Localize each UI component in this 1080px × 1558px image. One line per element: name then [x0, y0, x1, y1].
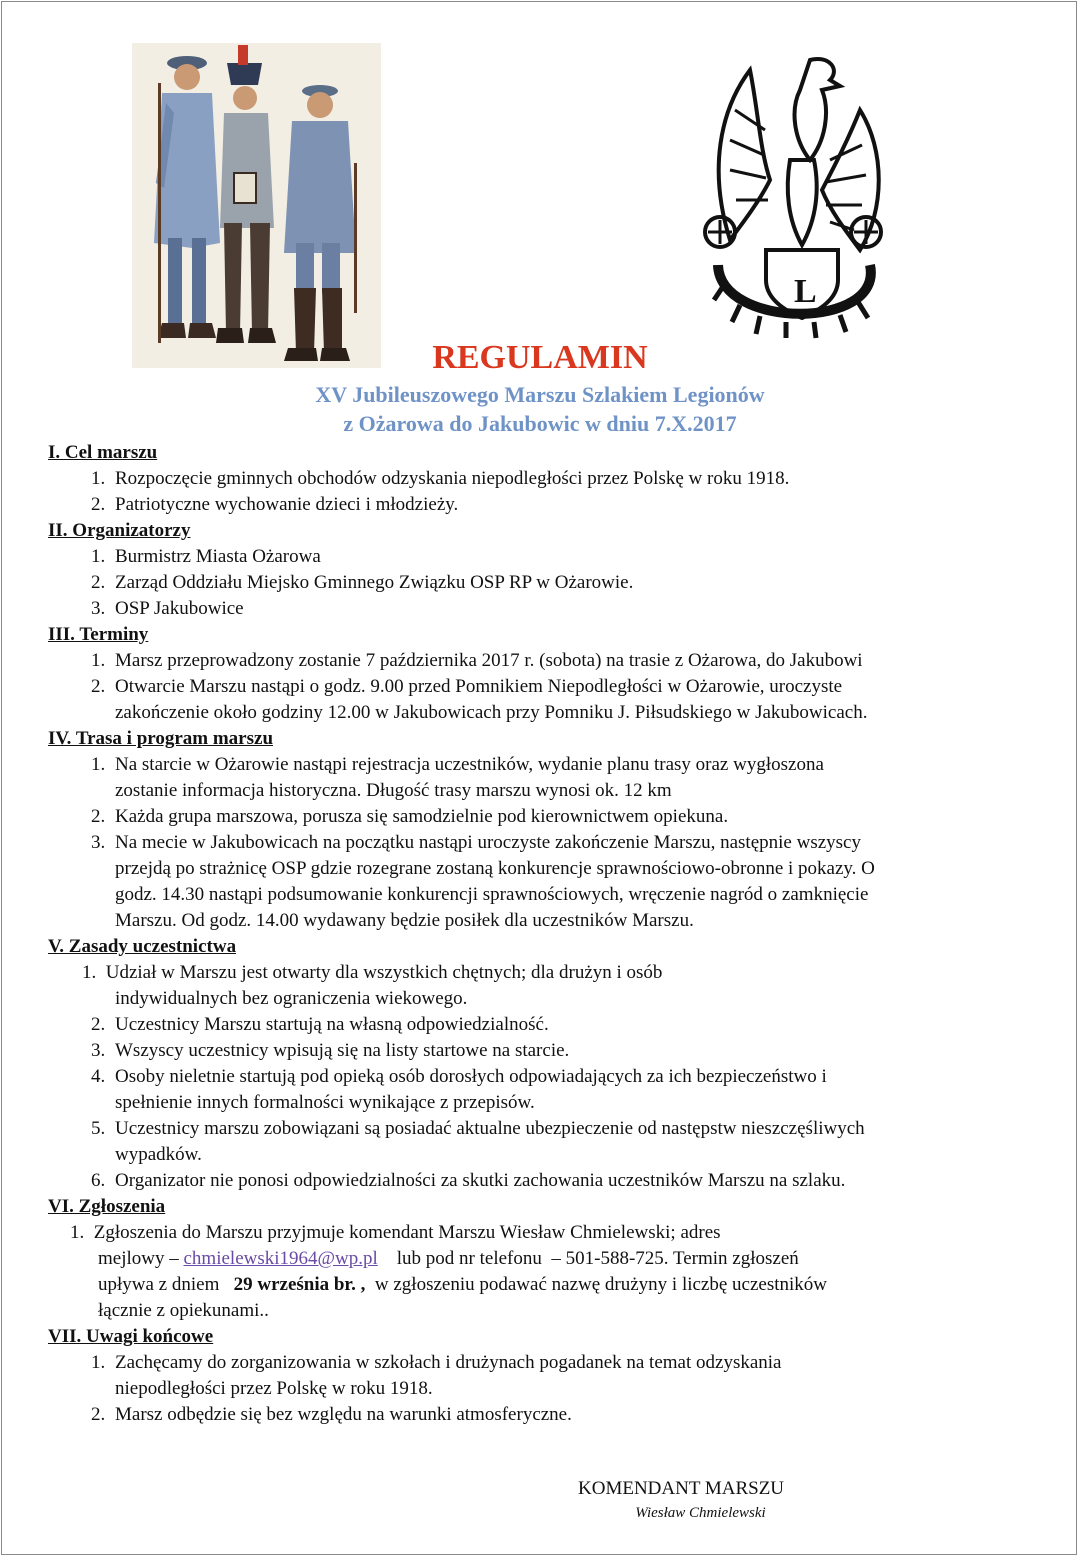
item-number: 1.	[91, 546, 106, 567]
item-text: Zgłoszenia do Marszu przyjmuje komendant Marszu Wiesław Chmielewski; adres	[93, 1222, 721, 1243]
section-heading-organizers: II. Organizatorzy	[48, 520, 191, 541]
soldiers-illustration	[132, 43, 381, 368]
list-item	[48, 804, 1048, 830]
deadline-suffix: w zgłoszeniu podawać nazwę drużyny i liczbę uczestników	[365, 1274, 828, 1295]
list-item	[48, 1402, 1048, 1428]
item-number: 1.	[91, 468, 106, 489]
item-text: Marsz odbędzie się bez względu na warunki atmosferyczne.	[115, 1404, 572, 1425]
item-text: Zachęcamy do zorganizowania w szkołach i drużynach pogadanek na temat odzyskania niepodległości przez Polskę w roku 1918.	[115, 1352, 782, 1399]
contact-line	[70, 1246, 1048, 1272]
item-number: 2.	[91, 1404, 106, 1425]
list-item	[48, 648, 1048, 674]
eagle-emblem	[690, 50, 890, 340]
item-number: 2.	[91, 572, 106, 593]
item-number: 5.	[91, 1118, 106, 1139]
item-text: Marsz przeprowadzony zostanie 7 października 2017 r. (sobota) na trasie z Ożarowa, do Jakubowi	[115, 650, 863, 671]
item-text: Zarząd Oddziału Miejsko Gminnego Związku OSP RP w Ożarowie.	[115, 572, 634, 593]
document-subtitle-line1: XV Jubileuszowego Marszu Szlakiem Legionów	[315, 382, 765, 407]
item-text-continued: łącznie z opiekunami..	[98, 1300, 269, 1321]
item-number: 3.	[91, 598, 106, 619]
list-item	[48, 1064, 1048, 1116]
soldiers-drawing	[132, 43, 381, 368]
list-item	[48, 674, 1048, 726]
item-number: 3.	[91, 1040, 106, 1061]
item-text: Na mecie w Jakubowicach na początku nastąpi uroczyste zakończenie Marszu, następnie wszyscy przejdą po strażnicę OSP gdzie rozegrane zostaną konkurencje sprawnościowo-obronne i pokazy. O godz. 14.30 nastąpi podsumowanie konkurencji sprawnościowych, wręczenie nagród o zamknięcie Marszu. Od godz. 14.00 wydawany będzie posiłek dla uczestników Marszu.	[115, 832, 875, 931]
document-title: REGULAMIN	[432, 339, 648, 376]
regulations-content	[48, 440, 1048, 1428]
item-number: 2.	[91, 1014, 106, 1035]
list-item	[48, 1220, 1048, 1324]
item-text: Uczestnicy Marszu startują na własną odpowiedzialność.	[115, 1014, 549, 1035]
phone-text: lub pod nr telefonu – 501-588-725. Termin zgłoszeń	[377, 1248, 799, 1269]
list-item	[48, 1116, 1048, 1168]
section-heading-dates: III. Terminy	[48, 624, 149, 645]
signature-title: KOMENDANT MARSZU	[578, 1478, 785, 1499]
deadline-date: 29 września br. ,	[233, 1274, 366, 1295]
list-item	[48, 1038, 1048, 1064]
item-number: 3.	[91, 832, 106, 853]
document-subtitle-line2: z Ożarowa do Jakubowic w dniu 7.X.2017	[343, 411, 737, 436]
list-item	[48, 960, 1048, 1012]
list-item	[48, 492, 1048, 518]
item-number: 2.	[91, 806, 106, 827]
section-heading-final-remarks: VII. Uwagi końcowe	[48, 1326, 214, 1347]
item-text: Burmistrz Miasta Ożarowa	[115, 546, 321, 567]
item-text-continued: indywidualnych bez ograniczenia wiekowego.	[115, 988, 468, 1009]
svg-text:L: L	[794, 273, 817, 310]
item-text: Organizator nie ponosi odpowiedzialności za skutki zachowania uczestników Marszu na szlaku.	[115, 1170, 846, 1191]
list-item	[48, 466, 1048, 492]
list-item	[48, 830, 1048, 934]
list-item	[48, 1350, 1048, 1402]
item-number: 1.	[82, 962, 97, 983]
list-item	[48, 1012, 1048, 1038]
item-text: Uczestnicy marszu zobowiązani są posiadać aktualne ubezpieczenie od następstw nieszczęśliwych wypadków.	[115, 1118, 865, 1165]
section-heading-route: IV. Trasa i program marszu	[48, 728, 274, 749]
section-heading-participation: V. Zasady uczestnictwa	[48, 936, 237, 957]
deadline-line	[70, 1272, 1048, 1298]
item-text: Wszyscy uczestnicy wpisują się na listy startowe na starcie.	[115, 1040, 570, 1061]
mail-prefix: mejlowy –	[98, 1248, 184, 1269]
list-item	[48, 596, 1048, 622]
signature-name: Wiesław Chmielewski	[635, 1505, 766, 1521]
item-text: Rozpoczęcie gminnych obchodów odzyskania niepodległości przez Polskę w roku 1918.	[115, 468, 790, 489]
item-text: OSP Jakubowice	[115, 598, 244, 619]
item-text: Każda grupa marszowa, porusza się samodzielnie pod kierownictwem opiekuna.	[115, 806, 729, 827]
item-number: 2.	[91, 676, 106, 697]
list-item	[48, 1168, 1048, 1194]
item-number: 2.	[91, 494, 106, 515]
item-number: 1.	[70, 1222, 85, 1243]
item-number: 6.	[91, 1170, 106, 1191]
eagle-drawing	[690, 50, 890, 340]
section-heading-goal: I. Cel marszu	[48, 442, 158, 463]
item-text: Na starcie w Ożarowie nastąpi rejestracja uczestników, wydanie planu trasy oraz wygłoszona zostanie informacja historyczna. Długość trasy marszu wynosi ok. 12 km	[115, 754, 824, 801]
email-link[interactable]: chmielewski1964@wp.pl	[183, 1248, 378, 1269]
item-number: 1.	[91, 650, 106, 671]
list-item	[48, 570, 1048, 596]
list-item	[48, 544, 1048, 570]
item-text: Patriotyczne wychowanie dzieci i młodzieży.	[115, 494, 459, 515]
item-number: 4.	[91, 1066, 106, 1087]
list-item	[48, 752, 1048, 804]
item-text: Osoby nieletnie startują pod opieką osób dorosłych odpowiadających za ich bezpieczeństwo i spełnienie innych formalności wynikające z przepisów.	[115, 1066, 827, 1113]
item-text: Otwarcie Marszu nastąpi o godz. 9.00 przed Pomnikiem Niepodległości w Ożarowie, uroczyste zakończenie około godziny 12.00 w Jakubowicach przy Pomniku J. Piłsudskiego w Jakubowicach.	[115, 676, 868, 723]
item-text: Udział w Marszu jest otwarty dla wszystkich chętnych; dla drużyn i osób	[105, 962, 663, 983]
deadline-prefix: upływa z dniem	[98, 1274, 234, 1295]
item-number: 1.	[91, 1352, 106, 1373]
item-number: 1.	[91, 754, 106, 775]
section-heading-applications: VI. Zgłoszenia	[48, 1196, 166, 1217]
